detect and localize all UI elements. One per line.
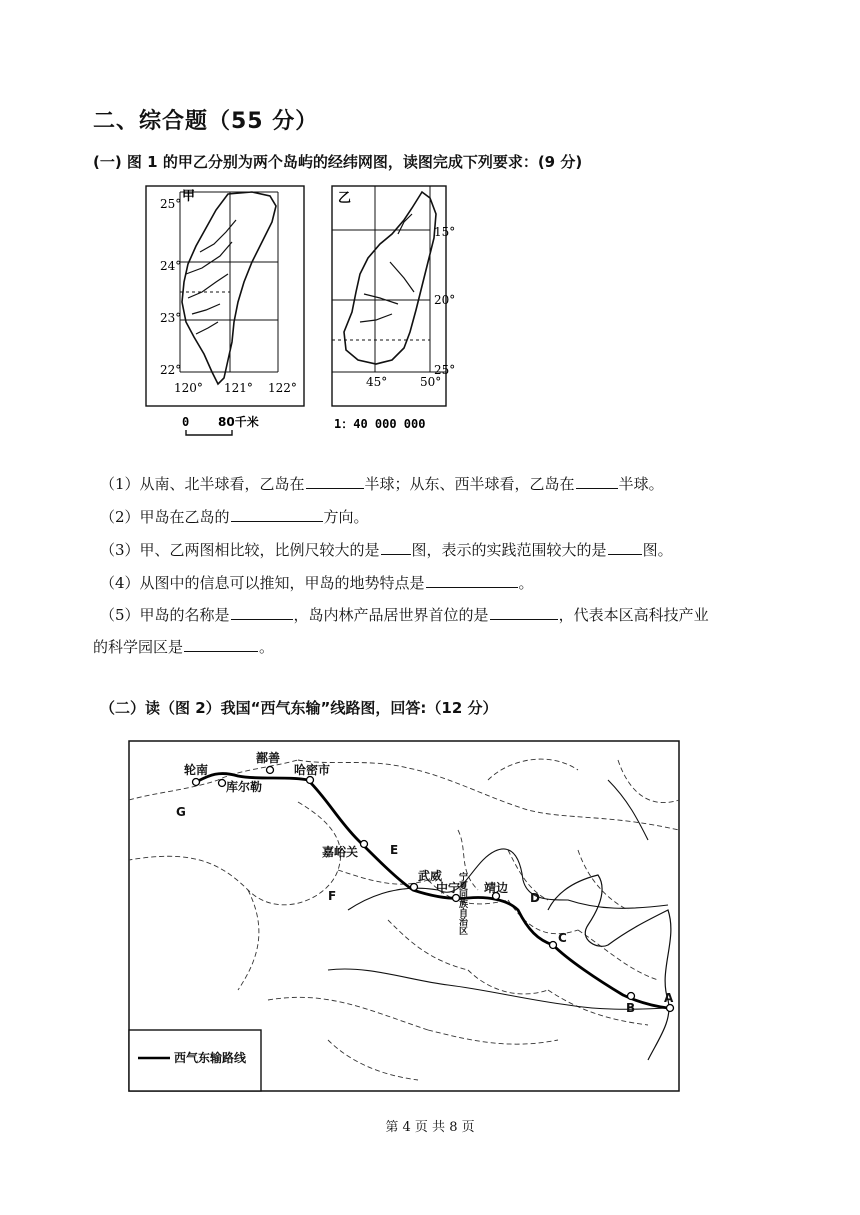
place-shanshan: 鄯善: [256, 751, 281, 765]
question-2-heading: （二）读（图 2）我国“西气东输”线路图，回答:（12 分）: [100, 699, 498, 717]
lon-45: 45°: [366, 375, 388, 389]
lon-50: 50°: [420, 375, 442, 389]
region-a: A: [664, 991, 674, 1005]
blank[interactable]: [381, 539, 411, 555]
place-lunnan: 轮南: [184, 763, 209, 777]
section-title: 二、综合题（55 分）: [93, 109, 319, 134]
place-zhongning: 中宁: [436, 881, 461, 895]
q1-line-1-c: 半球。: [618, 475, 664, 493]
lat-23: 23°: [160, 311, 182, 325]
region-b: B: [626, 1001, 636, 1015]
q1-line-2: [100, 506, 369, 527]
blank[interactable]: [608, 539, 642, 555]
scale-ratio: 1：40 000 000: [334, 417, 426, 431]
blank[interactable]: [231, 506, 323, 522]
place-jiayuguan: 嘉峪关: [322, 845, 359, 859]
lat-20: 20°: [434, 293, 456, 307]
lat-24: 24°: [160, 259, 182, 273]
lat-25b: 25°: [434, 363, 456, 377]
map-jia: [140, 182, 310, 436]
lon-122: 122°: [268, 381, 297, 395]
region-d: D: [530, 891, 540, 905]
q1-line-5-a: （5）甲岛的名称是: [100, 606, 230, 624]
map-yi: [330, 182, 460, 436]
blank[interactable]: [576, 473, 618, 489]
q1-line-2-b: 方向。: [323, 508, 369, 526]
q1-line-4: [100, 572, 534, 593]
place-ningxia: 宁夏回族自治区: [457, 872, 467, 935]
q1-line-2-a: （2）甲岛在乙岛的: [100, 508, 230, 526]
q1-line-4-b: 。: [518, 574, 534, 592]
blank[interactable]: [184, 636, 258, 652]
region-f: F: [328, 889, 337, 903]
region-c: C: [558, 931, 567, 945]
q1-line-1-b: 半球；从东、西半球看，乙岛在: [364, 475, 575, 493]
map-jia-label: 甲: [182, 189, 196, 204]
place-hami: 哈密市: [294, 763, 331, 777]
q1-line-5-b: ，岛内林产品居世界首位的是: [293, 606, 489, 624]
legend-label: 西气东输路线: [174, 1051, 247, 1065]
q1-line-1: [100, 473, 664, 494]
place-jingbian: 靖边: [484, 881, 509, 895]
map-west-east-gas: [128, 740, 680, 1092]
scale-value: 80千米: [218, 415, 259, 429]
region-e: E: [390, 843, 399, 857]
q1-line-3-b: 图，表示的实践范围较大的是: [411, 541, 607, 559]
q1-line-6-a: 的科学园区是: [93, 638, 184, 656]
scale-zero: 0: [182, 415, 190, 429]
page-footer: 第 4 页 共 8 页: [385, 1120, 475, 1135]
q1-line-6-b: 。: [259, 638, 275, 656]
lon-120: 120°: [174, 381, 203, 395]
lat-22: 22°: [160, 363, 182, 377]
lat-15: 15°: [434, 225, 456, 239]
blank[interactable]: [490, 604, 558, 620]
blank[interactable]: [231, 604, 293, 620]
blank[interactable]: [426, 572, 518, 588]
blank[interactable]: [306, 473, 364, 489]
q1-line-3-c: 图。: [642, 541, 673, 559]
q1-line-3-a: （3）甲、乙两图相比较，比例尺较大的是: [100, 541, 380, 559]
q1-line-6: [93, 636, 274, 657]
q1-line-1-a: （1）从南、北半球看，乙岛在: [100, 475, 305, 493]
lon-121: 121°: [224, 381, 253, 395]
q1-line-5-c: ，代表本区高科技产业: [558, 606, 709, 624]
q1-line-5: [100, 604, 709, 625]
lat-25: 25°: [160, 197, 182, 211]
question-1-heading: (一) 图 1 的甲乙分别为两个岛屿的经纬网图，读图完成下列要求：(9 分): [93, 153, 583, 171]
q1-line-4-a: （4）从图中的信息可以推知，甲岛的地势特点是: [100, 574, 425, 592]
place-korla: 库尔勒: [226, 780, 263, 794]
map-yi-label: 乙: [338, 191, 352, 206]
place-wuwei: 武威: [418, 869, 443, 883]
region-g: G: [176, 805, 186, 819]
q1-line-3: [100, 539, 673, 560]
